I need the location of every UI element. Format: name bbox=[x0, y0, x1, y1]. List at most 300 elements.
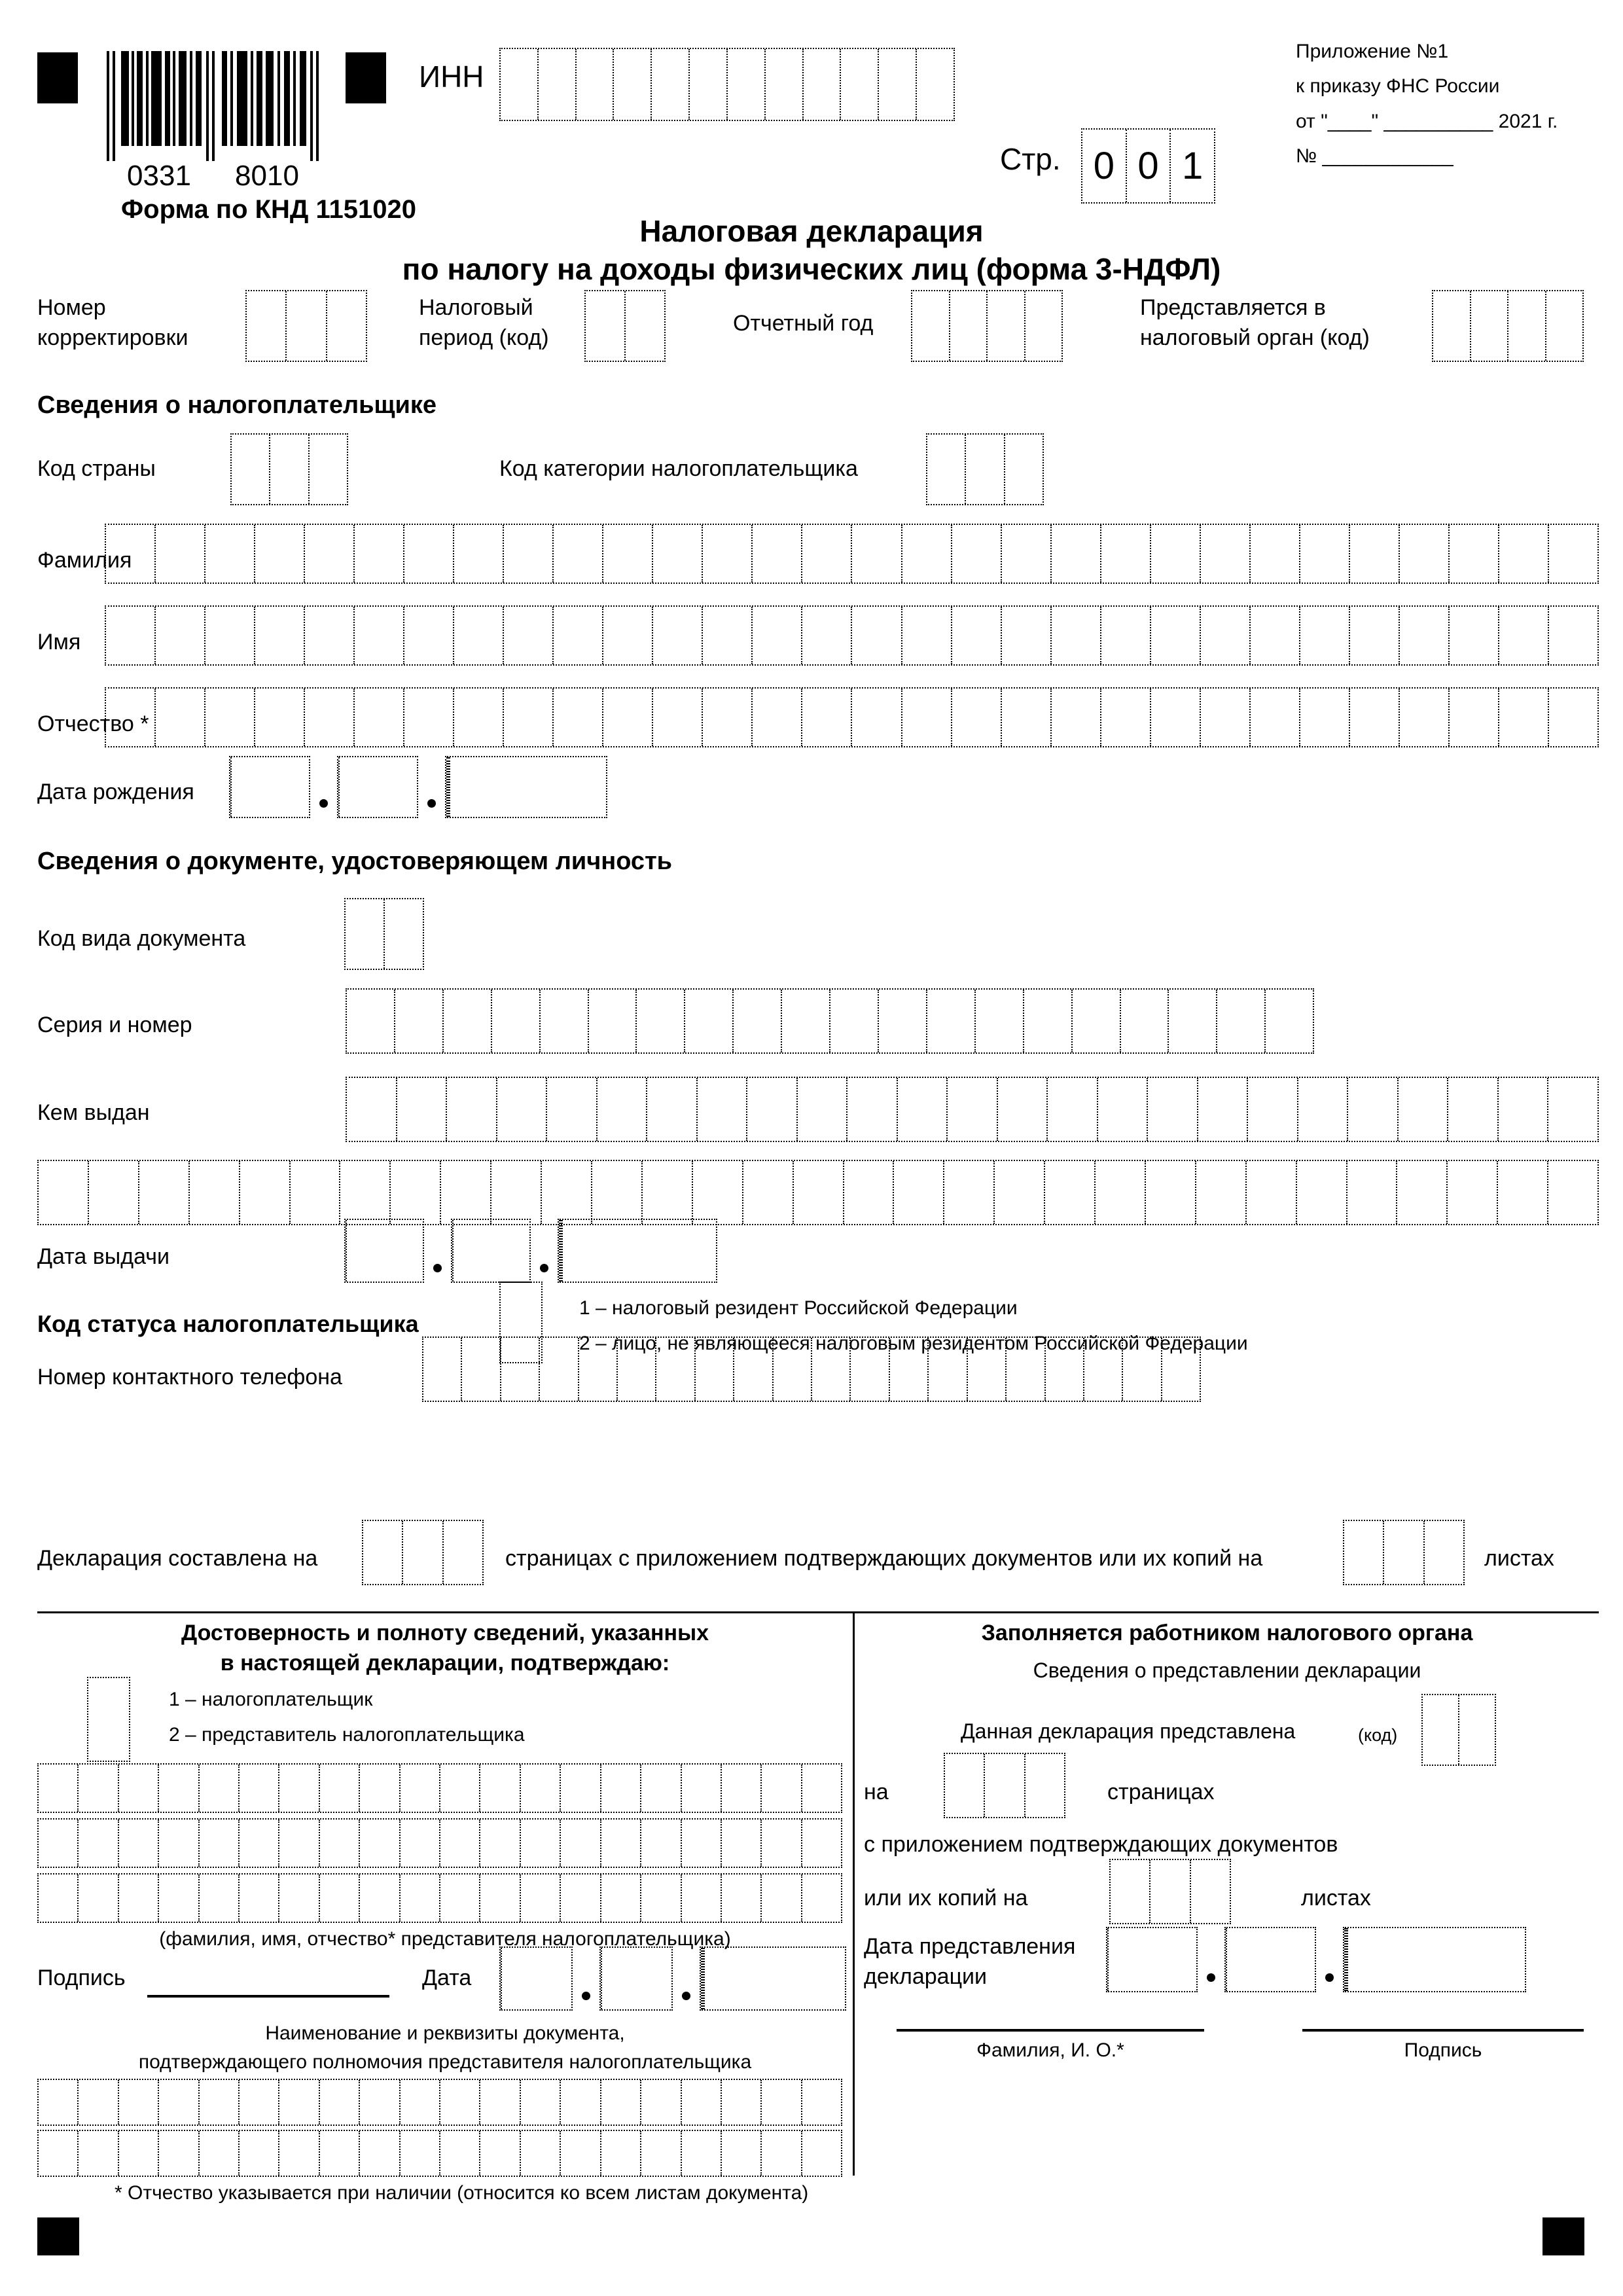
input-cell[interactable] bbox=[734, 990, 782, 1052]
input-cell[interactable] bbox=[774, 1338, 812, 1401]
input-cell[interactable] bbox=[879, 990, 927, 1052]
input-cell[interactable] bbox=[722, 2131, 762, 2176]
input-cell[interactable] bbox=[1024, 990, 1073, 1052]
input-cell[interactable] bbox=[106, 689, 156, 746]
input-cell[interactable] bbox=[944, 1161, 995, 1224]
input-cell[interactable] bbox=[480, 2131, 520, 2176]
presentation-date-month[interactable] bbox=[1224, 1927, 1316, 1992]
input-cell[interactable] bbox=[305, 525, 355, 583]
input-cell[interactable] bbox=[200, 1765, 240, 1812]
input-cell[interactable] bbox=[703, 525, 753, 583]
input-cell[interactable] bbox=[355, 607, 404, 664]
input-cell[interactable] bbox=[1549, 689, 1597, 746]
input-cell[interactable] bbox=[722, 1765, 762, 1812]
tax-authority-field[interactable] bbox=[1432, 290, 1584, 362]
input-cell[interactable] bbox=[39, 1765, 79, 1812]
input-cell[interactable] bbox=[1546, 291, 1583, 361]
input-cell[interactable] bbox=[205, 689, 255, 746]
input-cell[interactable] bbox=[1423, 1695, 1459, 1765]
confirm-person-code-field[interactable] bbox=[87, 1677, 130, 1762]
input-cell[interactable] bbox=[521, 1765, 561, 1812]
input-cell[interactable] bbox=[504, 689, 554, 746]
tax-period-field[interactable] bbox=[584, 290, 666, 362]
input-cell[interactable] bbox=[762, 1820, 802, 1867]
input-cell[interactable] bbox=[346, 1220, 347, 1282]
input-cell[interactable] bbox=[1084, 1338, 1123, 1401]
input-cell[interactable] bbox=[1350, 607, 1400, 664]
input-cell[interactable] bbox=[1397, 1161, 1448, 1224]
input-cell[interactable] bbox=[852, 607, 902, 664]
input-cell[interactable] bbox=[440, 1820, 480, 1867]
input-cell[interactable] bbox=[948, 1078, 998, 1141]
input-cell[interactable] bbox=[1298, 1078, 1349, 1141]
input-cell[interactable] bbox=[652, 49, 690, 120]
pages-count-field[interactable] bbox=[362, 1520, 484, 1585]
input-cell[interactable] bbox=[577, 49, 615, 120]
input-cell[interactable] bbox=[618, 1338, 656, 1401]
input-cell[interactable] bbox=[976, 990, 1024, 1052]
input-cell[interactable] bbox=[39, 1874, 79, 1922]
presentation-date-year[interactable] bbox=[1343, 1927, 1526, 1992]
input-cell[interactable] bbox=[401, 1820, 440, 1867]
input-cell[interactable] bbox=[902, 607, 952, 664]
input-cell[interactable] bbox=[927, 990, 976, 1052]
input-cell[interactable] bbox=[614, 49, 652, 120]
input-cell[interactable] bbox=[305, 607, 355, 664]
input-cell[interactable] bbox=[106, 525, 156, 583]
input-cell[interactable] bbox=[200, 2131, 240, 2176]
report-year-field[interactable] bbox=[911, 290, 1063, 362]
input-cell[interactable] bbox=[480, 1765, 520, 1812]
input-cell[interactable] bbox=[841, 49, 879, 120]
official-fio-line[interactable] bbox=[897, 2029, 1204, 2032]
input-cell[interactable] bbox=[106, 607, 156, 664]
input-cell[interactable] bbox=[802, 1874, 841, 1922]
input-cell[interactable] bbox=[501, 1338, 540, 1401]
input-cell[interactable] bbox=[1266, 990, 1313, 1052]
input-cell[interactable] bbox=[88, 1678, 129, 1761]
input-cell[interactable] bbox=[347, 1078, 397, 1141]
input-cell[interactable] bbox=[401, 1874, 440, 1922]
input-cell[interactable] bbox=[802, 525, 852, 583]
input-cell[interactable] bbox=[1499, 607, 1549, 664]
input-cell[interactable] bbox=[1045, 1161, 1096, 1224]
input-cell[interactable] bbox=[320, 2131, 360, 2176]
input-cell[interactable] bbox=[1101, 525, 1151, 583]
input-cell[interactable] bbox=[1002, 525, 1052, 583]
input-cell[interactable] bbox=[1073, 990, 1121, 1052]
input-cell[interactable] bbox=[480, 2080, 520, 2125]
input-cell[interactable] bbox=[492, 990, 541, 1052]
input-cell[interactable] bbox=[641, 1765, 681, 1812]
input-cell[interactable] bbox=[902, 689, 952, 746]
input-cell[interactable] bbox=[812, 1338, 851, 1401]
input-cell[interactable] bbox=[988, 291, 1026, 361]
input-cell[interactable] bbox=[190, 1161, 240, 1224]
input-cell[interactable] bbox=[1499, 689, 1549, 746]
input-cell[interactable] bbox=[950, 291, 988, 361]
input-cell[interactable] bbox=[929, 1338, 967, 1401]
input-cell[interactable] bbox=[39, 2131, 79, 2176]
input-cell[interactable] bbox=[1052, 525, 1101, 583]
input-cell[interactable] bbox=[119, 1765, 159, 1812]
input-cell[interactable] bbox=[898, 1078, 948, 1141]
input-cell[interactable] bbox=[847, 1078, 898, 1141]
input-cell[interactable] bbox=[1121, 990, 1169, 1052]
input-cell[interactable] bbox=[917, 49, 954, 120]
input-cell[interactable] bbox=[766, 49, 804, 120]
input-cell[interactable] bbox=[1026, 291, 1062, 361]
contact-phone-field[interactable] bbox=[422, 1336, 1201, 1402]
birthdate-year[interactable] bbox=[445, 756, 607, 818]
doc-type-code-field[interactable] bbox=[344, 898, 424, 970]
issue-date-year[interactable] bbox=[558, 1219, 717, 1283]
input-cell[interactable] bbox=[743, 1161, 794, 1224]
input-cell[interactable] bbox=[802, 2080, 841, 2125]
input-cell[interactable] bbox=[441, 1161, 491, 1224]
input-cell[interactable] bbox=[539, 49, 577, 120]
input-cell[interactable] bbox=[1499, 1078, 1549, 1141]
input-cell[interactable] bbox=[156, 525, 205, 583]
input-cell[interactable] bbox=[802, 1820, 841, 1867]
input-cell[interactable] bbox=[802, 2131, 841, 2176]
input-cell[interactable] bbox=[404, 607, 454, 664]
input-cell[interactable] bbox=[452, 1220, 454, 1282]
input-cell[interactable] bbox=[601, 1948, 602, 2009]
input-cell[interactable] bbox=[338, 757, 340, 817]
input-cell[interactable] bbox=[579, 1338, 618, 1401]
input-cell[interactable] bbox=[480, 1820, 520, 1867]
confirm-date-year[interactable] bbox=[700, 1946, 846, 2011]
input-cell[interactable] bbox=[440, 1874, 480, 1922]
country-code-field[interactable] bbox=[230, 433, 348, 505]
input-cell[interactable] bbox=[1096, 1161, 1146, 1224]
firstname-field[interactable] bbox=[105, 605, 1599, 666]
input-cell[interactable] bbox=[682, 1874, 722, 1922]
input-cell[interactable]: 0 bbox=[1082, 130, 1127, 202]
representative-fio-field-line2[interactable] bbox=[37, 1818, 842, 1868]
input-cell[interactable] bbox=[1350, 525, 1400, 583]
input-cell[interactable] bbox=[643, 1161, 693, 1224]
input-cell[interactable] bbox=[747, 1078, 798, 1141]
input-cell[interactable] bbox=[454, 525, 504, 583]
input-cell[interactable] bbox=[401, 1765, 440, 1812]
input-cell[interactable] bbox=[240, 1161, 291, 1224]
input-cell[interactable] bbox=[255, 607, 305, 664]
input-cell[interactable] bbox=[119, 2080, 159, 2125]
input-cell[interactable] bbox=[447, 1078, 497, 1141]
input-cell[interactable] bbox=[1549, 525, 1597, 583]
input-cell[interactable] bbox=[1048, 1078, 1098, 1141]
input-cell[interactable] bbox=[762, 1765, 802, 1812]
input-cell[interactable] bbox=[240, 1765, 279, 1812]
input-cell[interactable] bbox=[230, 757, 232, 817]
input-cell[interactable]: 1 bbox=[1182, 145, 1204, 187]
input-cell[interactable] bbox=[1146, 1161, 1196, 1224]
input-cell[interactable] bbox=[440, 2131, 480, 2176]
input-cell[interactable] bbox=[704, 1948, 705, 2009]
input-cell[interactable] bbox=[601, 1874, 641, 1922]
input-cell[interactable] bbox=[521, 1820, 561, 1867]
input-cell[interactable] bbox=[1344, 1521, 1384, 1584]
input-cell[interactable] bbox=[653, 689, 703, 746]
input-cell[interactable] bbox=[79, 1820, 118, 1867]
input-cell[interactable] bbox=[205, 607, 255, 664]
input-cell[interactable] bbox=[844, 1161, 895, 1224]
input-cell[interactable] bbox=[894, 1161, 944, 1224]
confirm-date-month[interactable] bbox=[599, 1946, 673, 2011]
input-cell[interactable] bbox=[355, 525, 404, 583]
input-cell[interactable] bbox=[1498, 1161, 1548, 1224]
input-cell[interactable] bbox=[641, 1820, 681, 1867]
input-cell[interactable] bbox=[902, 525, 952, 583]
input-cell[interactable] bbox=[156, 607, 205, 664]
input-cell[interactable] bbox=[310, 435, 347, 504]
input-cell[interactable] bbox=[703, 607, 753, 664]
input-cell[interactable] bbox=[440, 2080, 480, 2125]
input-cell[interactable] bbox=[305, 689, 355, 746]
input-cell[interactable] bbox=[340, 1161, 391, 1224]
input-cell[interactable] bbox=[1448, 1161, 1498, 1224]
input-cell[interactable] bbox=[397, 1078, 448, 1141]
input-cell[interactable] bbox=[696, 1338, 734, 1401]
input-cell[interactable] bbox=[682, 1765, 722, 1812]
input-cell[interactable] bbox=[1400, 607, 1450, 664]
sheets-count-field[interactable] bbox=[1343, 1520, 1465, 1585]
input-cell[interactable] bbox=[501, 1948, 502, 2009]
input-cell[interactable] bbox=[1348, 1078, 1399, 1141]
input-cell[interactable] bbox=[395, 990, 444, 1052]
official-sheets-field[interactable] bbox=[1109, 1859, 1231, 1924]
input-cell[interactable] bbox=[762, 2131, 802, 2176]
input-cell[interactable] bbox=[561, 2131, 601, 2176]
input-cell[interactable] bbox=[1198, 1078, 1249, 1141]
input-cell[interactable] bbox=[287, 291, 327, 361]
input-cell[interactable] bbox=[1248, 1078, 1298, 1141]
input-cell[interactable] bbox=[39, 1820, 79, 1867]
surname-field[interactable] bbox=[105, 524, 1599, 584]
taxpayer-category-field[interactable] bbox=[926, 433, 1044, 505]
input-cell[interactable] bbox=[454, 689, 504, 746]
input-cell[interactable] bbox=[1150, 1860, 1190, 1923]
input-cell[interactable] bbox=[391, 1161, 441, 1224]
input-cell[interactable] bbox=[1347, 1928, 1348, 1991]
input-cell[interactable] bbox=[1151, 607, 1201, 664]
input-cell[interactable] bbox=[1450, 607, 1499, 664]
input-cell[interactable] bbox=[279, 1820, 319, 1867]
input-cell[interactable] bbox=[890, 1338, 929, 1401]
input-cell[interactable] bbox=[1226, 1928, 1227, 1991]
input-cell[interactable] bbox=[1002, 607, 1052, 664]
input-cell[interactable] bbox=[360, 2131, 400, 2176]
confirm-date-field[interactable] bbox=[499, 1946, 846, 2011]
input-cell[interactable] bbox=[444, 990, 492, 1052]
input-cell[interactable] bbox=[1399, 1078, 1449, 1141]
input-cell[interactable] bbox=[830, 990, 879, 1052]
input-cell[interactable] bbox=[597, 1078, 648, 1141]
input-cell[interactable] bbox=[320, 2080, 360, 2125]
input-cell[interactable] bbox=[501, 49, 539, 120]
presentation-date-day[interactable] bbox=[1106, 1927, 1198, 1992]
input-cell[interactable] bbox=[504, 607, 554, 664]
input-cell[interactable] bbox=[139, 1161, 190, 1224]
input-cell[interactable]: 0 bbox=[1127, 130, 1171, 202]
input-cell[interactable] bbox=[279, 2080, 319, 2125]
input-cell[interactable] bbox=[762, 1874, 802, 1922]
input-cell[interactable] bbox=[200, 1874, 240, 1922]
input-cell[interactable] bbox=[802, 607, 852, 664]
input-cell[interactable] bbox=[360, 1874, 400, 1922]
input-cell[interactable] bbox=[798, 1078, 848, 1141]
input-cell[interactable] bbox=[1384, 1521, 1424, 1584]
input-cell[interactable] bbox=[159, 2080, 199, 2125]
presented-code-field[interactable] bbox=[1421, 1694, 1496, 1766]
input-cell[interactable] bbox=[722, 1874, 762, 1922]
input-cell[interactable] bbox=[480, 1874, 520, 1922]
input-cell[interactable] bbox=[603, 689, 653, 746]
input-cell[interactable] bbox=[491, 1161, 542, 1224]
input-cell[interactable] bbox=[734, 1338, 773, 1401]
input-cell[interactable] bbox=[804, 49, 842, 120]
input-cell[interactable] bbox=[728, 49, 766, 120]
input-cell[interactable] bbox=[444, 1521, 482, 1584]
input-cell[interactable] bbox=[1101, 689, 1151, 746]
input-cell[interactable] bbox=[1450, 525, 1499, 583]
input-cell[interactable] bbox=[586, 291, 626, 361]
input-cell[interactable] bbox=[952, 607, 1002, 664]
input-cell[interactable] bbox=[360, 1765, 400, 1812]
input-cell[interactable] bbox=[945, 1754, 985, 1817]
input-cell[interactable] bbox=[952, 525, 1002, 583]
input-cell[interactable] bbox=[1201, 525, 1251, 583]
input-cell[interactable] bbox=[753, 525, 802, 583]
input-cell[interactable] bbox=[521, 2131, 561, 2176]
input-cell[interactable] bbox=[641, 2080, 681, 2125]
input-cell[interactable] bbox=[1548, 1161, 1597, 1224]
input-cell[interactable] bbox=[291, 1161, 341, 1224]
input-cell[interactable] bbox=[601, 2080, 641, 2125]
input-cell[interactable] bbox=[159, 1820, 199, 1867]
input-cell[interactable] bbox=[601, 2131, 641, 2176]
input-cell[interactable] bbox=[852, 689, 902, 746]
input-cell[interactable] bbox=[1499, 525, 1549, 583]
input-cell[interactable] bbox=[346, 899, 385, 969]
input-cell[interactable] bbox=[802, 1765, 841, 1812]
input-cell[interactable] bbox=[1297, 1161, 1347, 1224]
input-cell[interactable] bbox=[327, 291, 366, 361]
input-cell[interactable] bbox=[690, 49, 728, 120]
authority-doc-field-line2[interactable] bbox=[37, 2130, 842, 2177]
input-cell[interactable] bbox=[1201, 607, 1251, 664]
input-cell[interactable] bbox=[562, 1220, 563, 1282]
input-cell[interactable] bbox=[1107, 1928, 1109, 1991]
input-cell[interactable] bbox=[320, 1820, 360, 1867]
input-cell[interactable] bbox=[1433, 291, 1471, 361]
input-cell[interactable] bbox=[682, 2131, 722, 2176]
input-cell[interactable] bbox=[423, 1338, 462, 1401]
input-cell[interactable] bbox=[952, 689, 1002, 746]
input-cell[interactable] bbox=[554, 607, 603, 664]
input-cell[interactable] bbox=[360, 2080, 400, 2125]
input-cell[interactable] bbox=[851, 1338, 889, 1401]
input-cell[interactable] bbox=[247, 291, 287, 361]
page-number-field[interactable] bbox=[1081, 128, 1215, 204]
birthdate-day[interactable] bbox=[229, 756, 310, 818]
input-cell[interactable] bbox=[656, 1338, 695, 1401]
input-cell[interactable] bbox=[762, 2080, 802, 2125]
input-cell[interactable] bbox=[119, 1820, 159, 1867]
input-cell[interactable] bbox=[554, 525, 603, 583]
input-cell[interactable] bbox=[1196, 1161, 1247, 1224]
input-cell[interactable] bbox=[240, 1820, 279, 1867]
input-cell[interactable] bbox=[200, 2080, 240, 2125]
input-cell[interactable] bbox=[355, 689, 404, 746]
input-cell[interactable] bbox=[1508, 291, 1546, 361]
input-cell[interactable] bbox=[966, 435, 1005, 504]
input-cell[interactable] bbox=[1191, 1860, 1230, 1923]
inn-field[interactable] bbox=[499, 48, 955, 121]
input-cell[interactable] bbox=[255, 525, 305, 583]
input-cell[interactable] bbox=[79, 1765, 118, 1812]
issued-by-field-line2[interactable] bbox=[37, 1160, 1599, 1225]
input-cell[interactable] bbox=[1448, 1078, 1499, 1141]
input-cell[interactable] bbox=[985, 1754, 1025, 1817]
issue-date-month[interactable] bbox=[451, 1219, 531, 1283]
input-cell[interactable] bbox=[626, 291, 664, 361]
input-cell[interactable] bbox=[1148, 1078, 1198, 1141]
input-cell[interactable] bbox=[240, 2080, 279, 2125]
input-cell[interactable] bbox=[159, 1765, 199, 1812]
input-cell[interactable] bbox=[1251, 525, 1300, 583]
input-cell[interactable] bbox=[1459, 1695, 1495, 1765]
input-cell[interactable] bbox=[589, 990, 637, 1052]
input-cell[interactable] bbox=[1169, 990, 1217, 1052]
input-cell[interactable] bbox=[1046, 1338, 1084, 1401]
input-cell[interactable] bbox=[1548, 1078, 1597, 1141]
issue-date-day[interactable] bbox=[344, 1219, 424, 1283]
input-cell[interactable] bbox=[1123, 1338, 1162, 1401]
input-cell[interactable] bbox=[1300, 525, 1350, 583]
input-cell[interactable] bbox=[561, 1765, 601, 1812]
input-cell[interactable] bbox=[79, 2131, 118, 2176]
input-cell[interactable] bbox=[682, 2080, 722, 2125]
input-cell[interactable] bbox=[1247, 1161, 1297, 1224]
input-cell[interactable] bbox=[722, 1820, 762, 1867]
input-cell[interactable] bbox=[39, 1161, 89, 1224]
input-cell[interactable] bbox=[403, 1521, 443, 1584]
issue-date-field[interactable] bbox=[344, 1219, 717, 1283]
input-cell[interactable] bbox=[159, 2131, 199, 2176]
input-cell[interactable] bbox=[1101, 607, 1151, 664]
input-cell[interactable] bbox=[1251, 689, 1300, 746]
input-cell[interactable] bbox=[927, 435, 966, 504]
input-cell[interactable] bbox=[1026, 1754, 1064, 1817]
input-cell[interactable] bbox=[1201, 689, 1251, 746]
input-cell[interactable] bbox=[1471, 291, 1509, 361]
input-cell[interactable] bbox=[360, 1820, 400, 1867]
input-cell[interactable] bbox=[454, 607, 504, 664]
input-cell[interactable] bbox=[637, 990, 685, 1052]
input-cell[interactable] bbox=[497, 1078, 548, 1141]
input-cell[interactable] bbox=[119, 2131, 159, 2176]
input-cell[interactable] bbox=[1007, 1338, 1045, 1401]
input-cell[interactable] bbox=[592, 1161, 643, 1224]
input-cell[interactable] bbox=[794, 1161, 844, 1224]
input-cell[interactable] bbox=[449, 757, 450, 817]
input-cell[interactable] bbox=[879, 49, 917, 120]
series-number-field[interactable] bbox=[346, 988, 1314, 1054]
input-cell[interactable] bbox=[385, 899, 423, 969]
